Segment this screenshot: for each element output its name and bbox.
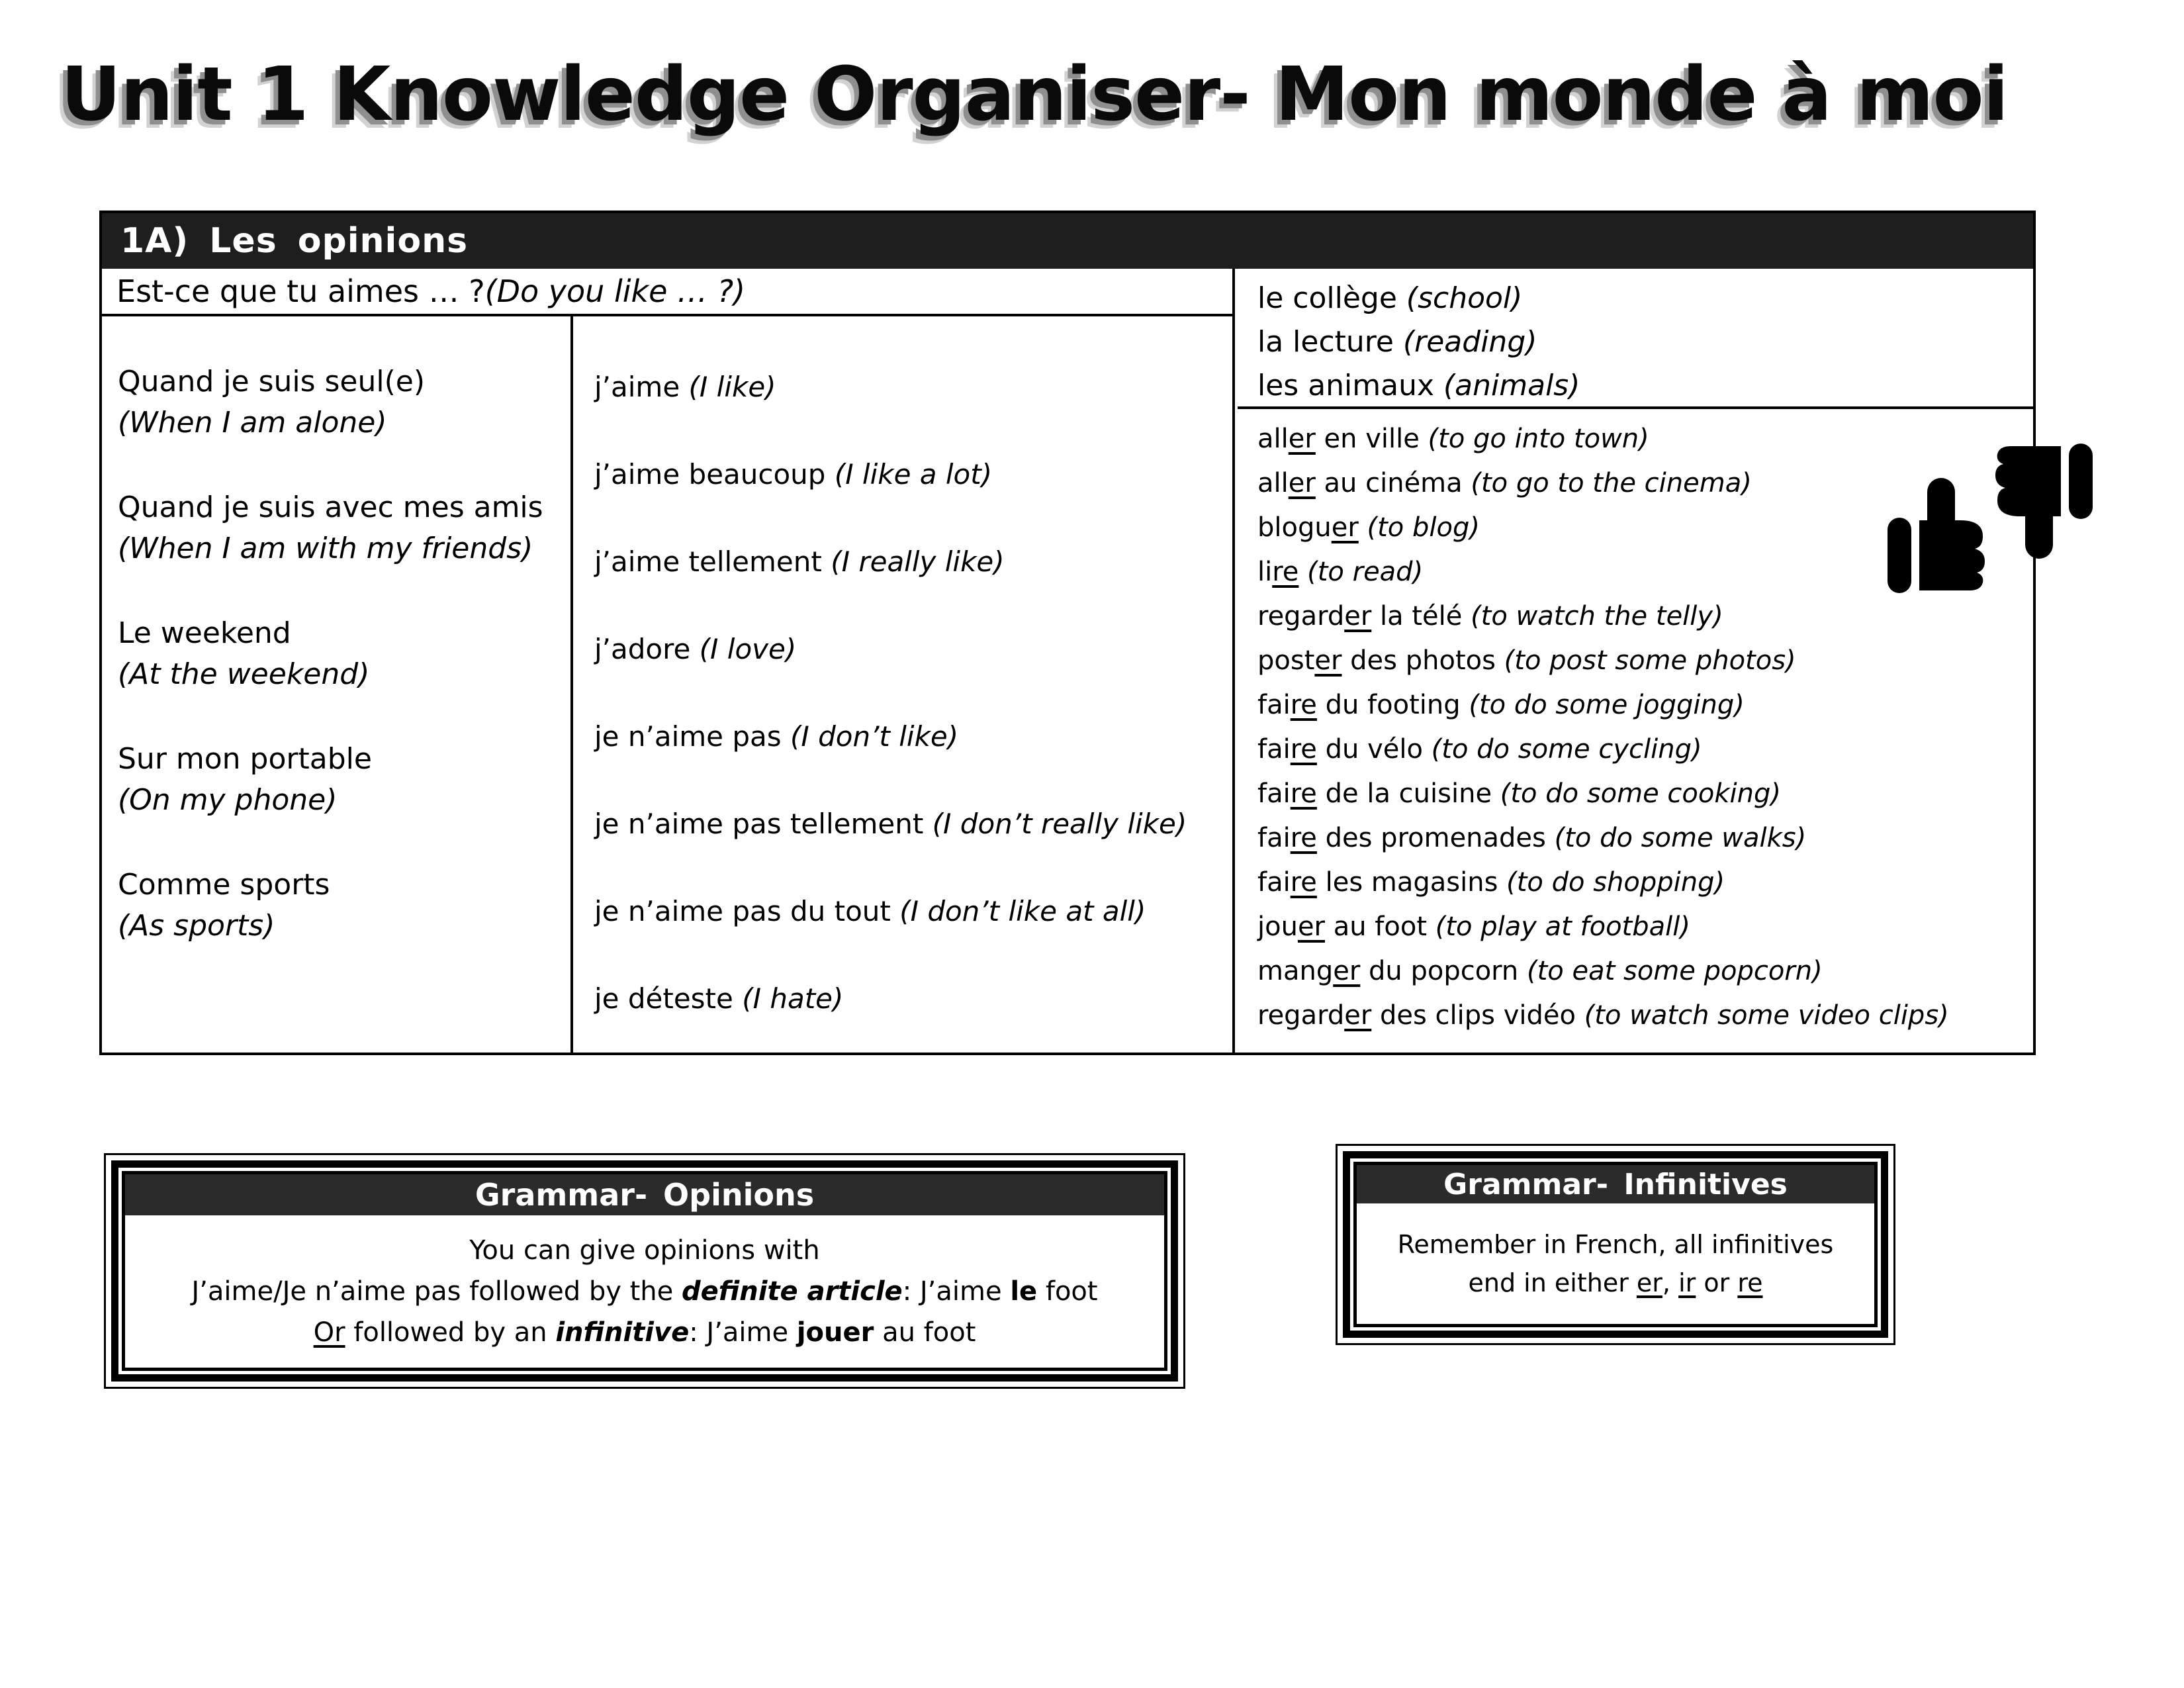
grammar-infinitives-header: Grammar- Infinitives	[1357, 1165, 1874, 1203]
opinion-item: j’aime beaucoup (I like a lot)	[594, 458, 993, 491]
grammar-line: Remember in French, all infinitives	[1397, 1230, 1834, 1259]
activity-item: manger du popcorn (to eat some popcorn)	[1257, 956, 1823, 986]
activity-item: regarder des clips vidéo (to watch some video clips)	[1257, 1000, 1949, 1031]
grammar-opinions-header: Grammar- Opinions	[125, 1174, 1164, 1215]
topic-item: le collège (school)	[1257, 281, 1523, 315]
context-item: Sur mon portable (On my phone)	[118, 742, 372, 817]
grammar-opinions-box	[104, 1153, 1185, 1389]
activity-item: jouer au foot (to play at football)	[1257, 912, 1690, 942]
topics-cell	[1238, 269, 2033, 409]
opinion-item: j’aime tellement (I really like)	[594, 545, 1005, 578]
activity-item: aller en ville (to go into town)	[1257, 424, 1649, 454]
context-item: Comme sports (As sports)	[118, 868, 330, 943]
activity-item: regarder la télé (to watch the telly)	[1257, 601, 1723, 632]
context-item: Le weekend (At the weekend)	[118, 616, 370, 691]
grammar-opinions-body	[125, 1215, 1164, 1368]
thumbs-down-icon	[1978, 441, 2097, 560]
activity-item: poster des photos (to post some photos)	[1257, 645, 1796, 676]
opinion-item: je déteste (I hate)	[594, 982, 844, 1015]
topic-item: les animaux (animals)	[1257, 369, 1580, 402]
activity-item: faire les magasins (to do shopping)	[1257, 867, 1725, 898]
opinion-item: je n’aime pas du tout (I don’t like at all)	[594, 895, 1146, 927]
opinion-item: je n’aime pas (I don’t like)	[594, 720, 959, 753]
activity-item: faire de la cuisine (to do some cooking)	[1257, 778, 1781, 809]
context-item: Quand je suis seul(e) (When I am alone)	[118, 365, 426, 440]
table-body	[102, 269, 2033, 1053]
grammar-line: J’aime/Je n’aime pas followed by the definite article: J’aime le foot	[191, 1276, 1098, 1307]
opinion-item: je n’aime pas tellement (I don’t really like)	[594, 808, 1187, 840]
opinion-item: j’adore (I love)	[594, 633, 797, 665]
activity-item: aller au cinéma (to go to the cinema)	[1257, 468, 1752, 498]
table-section-header: 1A) Les opinions	[102, 213, 2033, 269]
context-item: Quand je suis avec mes amis (When I am with my friends)	[118, 491, 543, 565]
grammar-infinitives-body	[1357, 1203, 1874, 1324]
opinion-item: j’aime (I like)	[594, 371, 776, 403]
topic-item: la lecture (reading)	[1257, 325, 1537, 359]
activity-item: bloguer (to blog)	[1257, 512, 1480, 543]
grammar-line: end in either er, ir or re	[1468, 1268, 1763, 1297]
activity-item: faire du footing (to do some jogging)	[1257, 690, 1745, 720]
activity-item: faire des promenades (to do some walks)	[1257, 823, 1807, 853]
activity-item: faire du vélo (to do some cycling)	[1257, 734, 1702, 765]
contexts-cell	[102, 316, 573, 1053]
grammar-line: You can give opinions with	[469, 1235, 820, 1266]
activity-item: lire (to read)	[1257, 557, 1424, 587]
opinions-cell	[576, 316, 1235, 1053]
grammar-infinitives-box	[1336, 1144, 1895, 1345]
question-cell: Est-ce que tu aimes … ? (Do you like … ?)	[102, 269, 1235, 316]
grammar-line: Or followed by an infinitive: J’aime jouer au foot	[313, 1317, 976, 1348]
opinions-table	[99, 211, 2036, 1055]
page-title: Unit 1 Knowledge Organiser- Mon monde à moi	[61, 52, 2009, 138]
